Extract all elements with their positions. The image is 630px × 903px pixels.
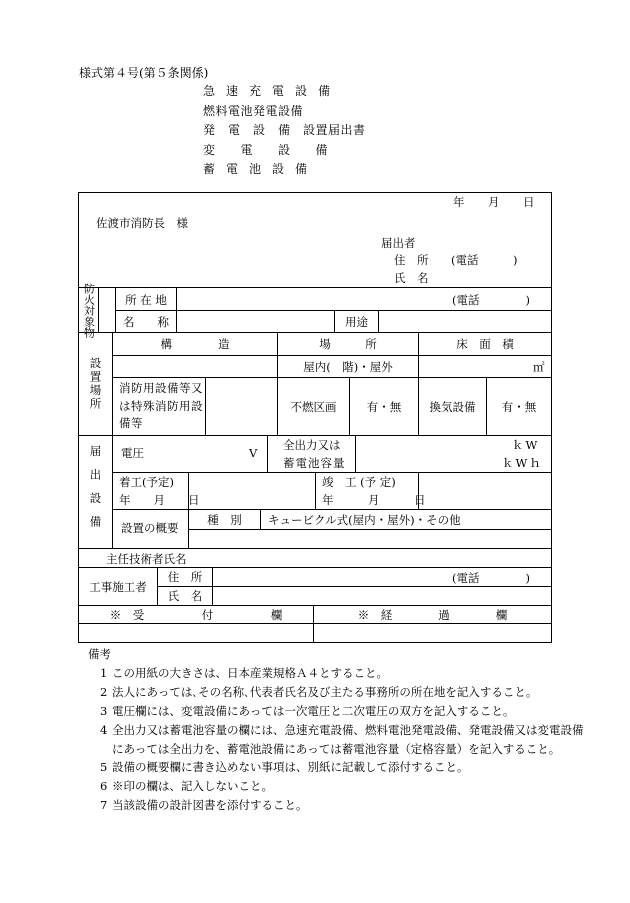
date-day: 日	[523, 195, 535, 209]
target-use-label: 用途	[345, 314, 368, 329]
kwh-unit: ｋWｈ	[502, 456, 543, 470]
note-text: 法人にあっては､その名称､代表者氏名及び主たる事務所の所在地を記入すること。	[112, 684, 538, 699]
applicant-label: 届出者	[381, 236, 416, 250]
applicant-phone-label: (電話 )	[451, 253, 518, 267]
contractor-name-label: 氏 名	[167, 589, 203, 603]
note-text: 当該設備の設計図書を添付すること。	[112, 798, 308, 813]
title-line-1: 急速充電設備	[203, 84, 342, 98]
date-month: 月	[488, 195, 500, 209]
output-label-1: 全出力又は	[283, 438, 341, 452]
start-label: 着工(予定)	[119, 475, 174, 489]
contractor-group-label: 工事施工者	[89, 579, 147, 594]
note-num: 3	[100, 703, 108, 718]
engineer-label: 主任技術者氏名	[106, 552, 187, 566]
reception-label: ※ 受 付 欄	[109, 607, 283, 622]
note-text: 設備の概要欄に書き込めない事項は、別紙に記載して添付すること。	[112, 760, 469, 775]
title-line-4: 変 電 設 備	[203, 142, 329, 157]
notes-title: 備考	[88, 647, 111, 661]
title-line-3: 発 電 設 備 設置届出書	[203, 123, 366, 138]
structure-label: 構 造	[160, 337, 230, 351]
fireproof-yes-no: 有・無	[366, 399, 402, 414]
target-group-label: 防火対象物	[82, 282, 96, 338]
start-date: 年 月 日	[119, 493, 200, 507]
indoor-outdoor: 屋内( 階)・屋外	[303, 359, 393, 374]
fire-equipment-label: 消防用設備等又は特殊消防用設備等	[119, 381, 203, 430]
progress-label: ※ 経 過 欄	[357, 607, 508, 622]
note-num: 1	[100, 665, 108, 680]
applicant-name-label: 氏 名	[394, 271, 429, 285]
applicant-address-label: 住 所	[394, 253, 429, 267]
title-line-5: 蓄電池設備	[203, 162, 319, 177]
ventilation-label: 換気設備	[429, 399, 476, 414]
note-item	[88, 721, 584, 759]
target-location-label: 所 在 地	[125, 292, 167, 307]
equipment-group-label: 届出設備	[88, 445, 103, 539]
note-item	[88, 758, 584, 777]
area-unit: ㎡	[533, 360, 545, 374]
finish-label: 竣 工 (予 定)	[322, 475, 396, 489]
note-item	[88, 664, 584, 683]
note-text: ※印の欄は、記入しないこと。	[112, 779, 273, 794]
fireproof-label: 不燃区画	[290, 399, 337, 414]
voltage-unit: V	[249, 446, 258, 460]
note-item	[88, 777, 584, 796]
area-label: 床 面 積	[456, 337, 514, 351]
type-label: 種 別	[207, 512, 242, 527]
contractor-address-label: 住 所	[167, 570, 203, 584]
form-code: 様式第４号(第５条関係)	[79, 66, 209, 80]
note-text: この用紙の大きさは、日本産業規格Ａ４とすること。	[112, 665, 388, 680]
note-item	[88, 796, 584, 815]
note-num: 5	[100, 760, 108, 775]
place-label: 場 所	[319, 337, 377, 351]
type-value: キュービクル式(屋内・屋外)・その他	[268, 513, 461, 527]
note-num: 6	[100, 779, 108, 794]
title-line-2: 燃料電池発電設備	[203, 103, 304, 118]
note-item	[88, 683, 584, 702]
note-num: 7	[100, 798, 108, 813]
target-phone-label: (電話 )	[452, 293, 530, 307]
note-text: 電圧欄には、変電設備にあっては一次電圧と二次電圧の双方を記入すること。	[112, 703, 515, 718]
note-num: 2	[100, 684, 108, 699]
note-num: 4	[100, 722, 108, 737]
output-label-2: 蓄電池容量	[283, 456, 346, 470]
ventilation-yes-no: 有・無	[501, 399, 537, 414]
contractor-phone-label: (電話 )	[452, 571, 530, 585]
target-name-label: 名 称	[123, 314, 169, 329]
notes	[88, 645, 584, 815]
finish-date: 年 月 日	[322, 493, 426, 507]
addressee: 佐渡市消防長 様	[96, 216, 188, 230]
kw-unit: ｋW	[512, 438, 540, 452]
overview-label: 設置の概要	[121, 521, 179, 535]
note-text: 全出力又は蓄電池容量の欄には、急速充電設備、燃料電池発電設備、発電設備又は変電設備にあっては全出力を、蓄電池設備にあっては蓄電池容量（定格容量）を記入すること。	[112, 722, 584, 756]
voltage-label: 電圧	[121, 446, 144, 460]
date-year: 年	[453, 195, 465, 209]
install-group-label: 設置場所	[88, 357, 103, 411]
note-item	[88, 702, 584, 721]
